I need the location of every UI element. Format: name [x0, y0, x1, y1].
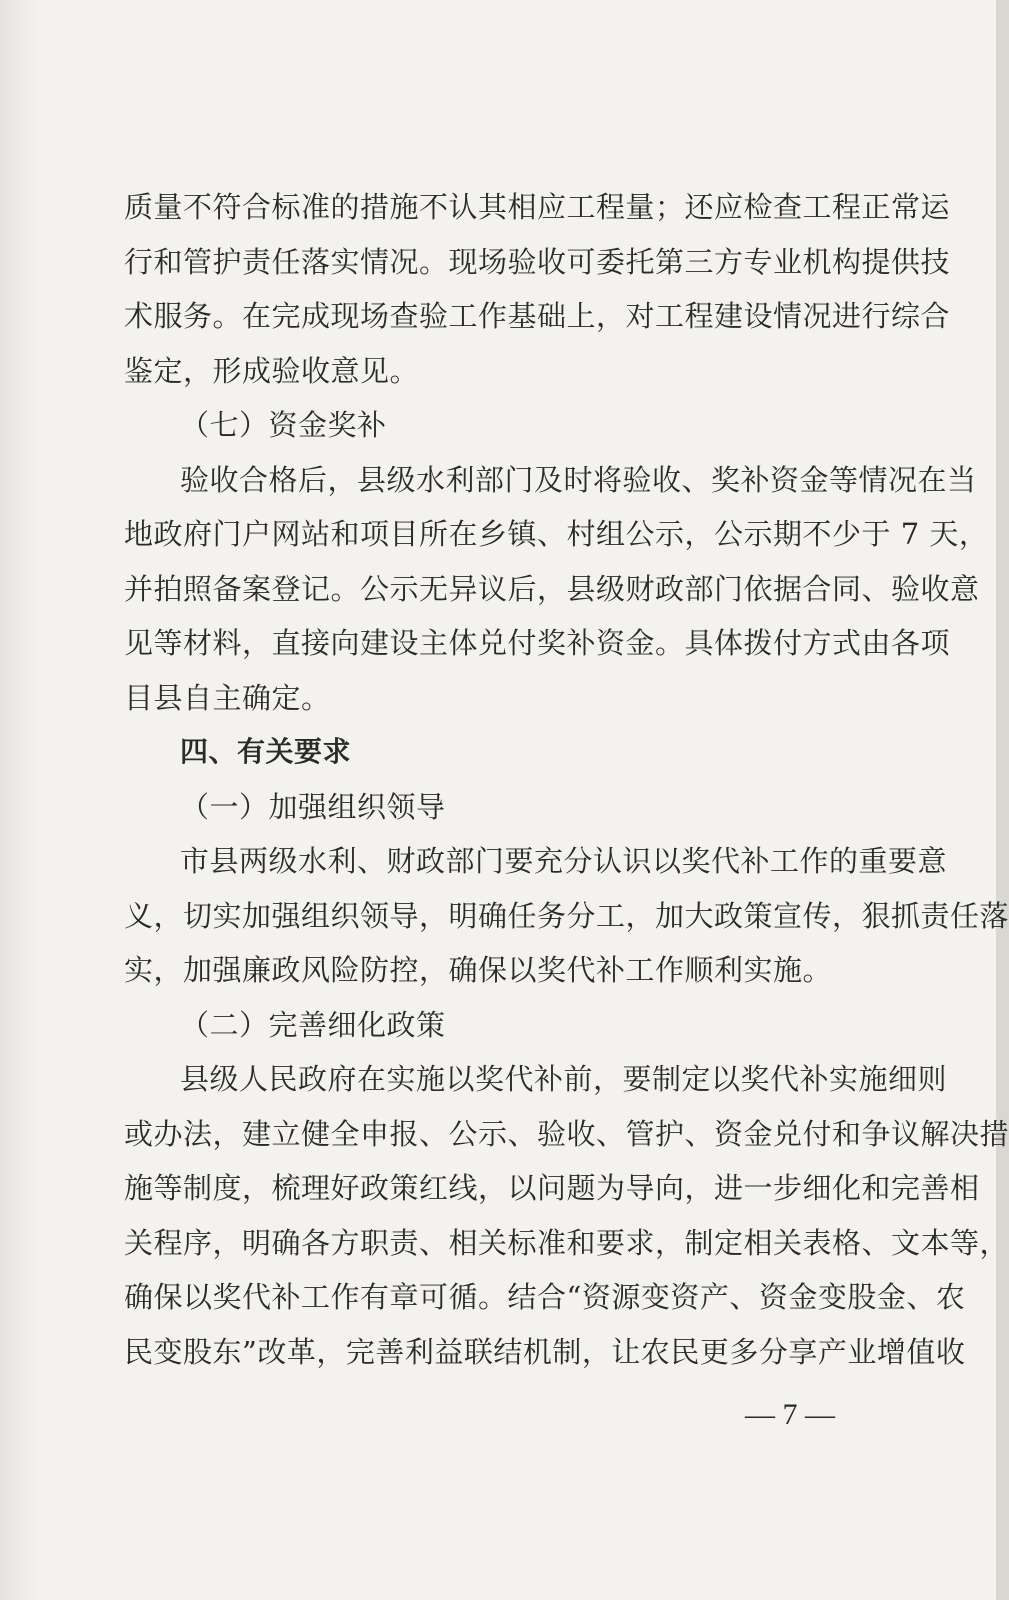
- paragraph-line: 义，切实加强组织领导，明确任务分工，加大政策宣传，狠抓责任落: [124, 898, 1009, 933]
- paragraph-line: 民变股东”改革，完善利益联结机制，让农民更多分享产业增值收: [124, 1334, 966, 1369]
- paragraph-line: 鉴定，形成验收意见。: [124, 353, 420, 388]
- paragraph-line: 见等材料，直接向建设主体兑付奖补资金。具体拨付方式由各项: [124, 626, 951, 660]
- paragraph-line: 县级人民政府在实施以奖代补前，要制定以奖代补实施细则: [180, 1062, 948, 1096]
- paragraph-line: 并拍照备案登记。公示无异议后，县级财政部门依据合同、验收意: [124, 571, 980, 606]
- paragraph-line: 验收合格后，县级水利部门及时将验收、奖补资金等情况在当: [180, 462, 977, 497]
- body-text: [124, 180, 1009, 1379]
- paragraph-line: 市县两级水利、财政部门要充分认识以奖代补工作的重要意: [180, 844, 948, 878]
- subheading-leadership: （一）加强组织领导: [180, 789, 446, 824]
- subheading-policy: （二）完善细化政策: [180, 1007, 446, 1042]
- paragraph-line: 施等制度，梳理好政策红线，以问题为导向，进一步细化和完善相: [124, 1171, 980, 1205]
- paragraph-line: 或办法，建立健全申报、公示、验收、管护、资金兑付和争议解决措: [124, 1116, 1009, 1151]
- page-number: — 7 —: [745, 1398, 835, 1431]
- paragraph-line: 术服务。在完成现场查验工作基础上，对工程建设情况进行综合: [124, 299, 951, 333]
- paragraph-line: 关程序，明确各方职责、相关标准和要求，制定相关表格、文本等，: [124, 1225, 1009, 1260]
- subheading-funding-award: （七）资金奖补: [180, 408, 387, 442]
- paragraph-line: 质量不符合标准的措施不认其相应工程量；还应检查工程正常运: [124, 190, 951, 224]
- paragraph-line: 确保以奖代补工作有章可循。结合“资源变资产、资金变股金、农: [124, 1280, 966, 1314]
- paragraph-line: 实，加强廉政风险防控，确保以奖代补工作顺利实施。: [124, 953, 833, 987]
- paragraph-line: 地政府门户网站和项目所在乡镇、村组公示，公示期不少于 7 天，: [124, 517, 989, 551]
- paragraph-line: 行和管护责任落实情况。现场验收可委托第三方专业机构提供技: [124, 244, 951, 279]
- section-heading-requirements: 四、有关要求: [180, 735, 352, 768]
- paragraph-line: 目县自主确定。: [124, 680, 331, 715]
